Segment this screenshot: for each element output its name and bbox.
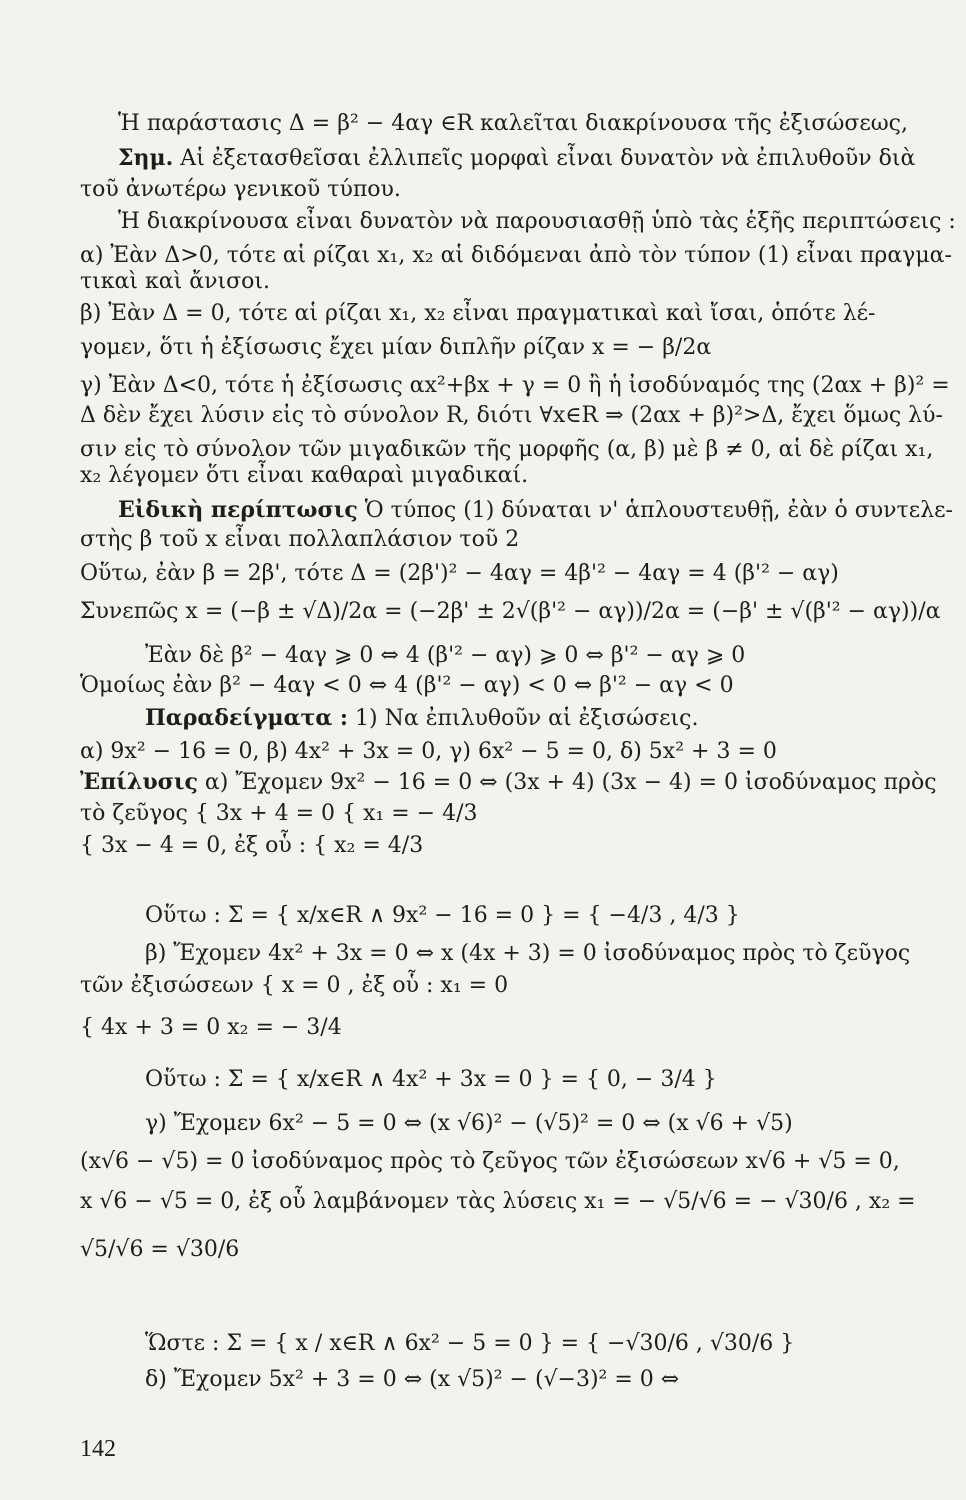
text-line	[80, 300, 940, 328]
line-text: { 4x + 3 = 0 x₂ = − 3/4	[80, 1015, 342, 1040]
line-text: √5/√6 = √30/6	[80, 1237, 240, 1262]
line-text: δ) Ἔχομεν 5x² + 3 = 0 ⇔ (x √5)² − (√−3)² = 0 ⇔	[145, 1367, 680, 1392]
text-line	[145, 902, 966, 930]
bold-label: Σημ.	[118, 145, 174, 171]
text-line	[80, 436, 940, 464]
line-text: τὸ ζεῦγος { 3x + 4 = 0 { x₁ = − 4/3	[80, 801, 478, 826]
bold-label: Εἰδικὴ περίπτωσις	[118, 497, 358, 523]
text-line	[80, 768, 940, 797]
line-text: γ) Ἐὰν Δ<0, τότε ἡ ἐξίσωσις αx²+βx + γ = 0 ἢ ἡ ἰσοδύναμός της (2αx + β)² =	[80, 373, 950, 398]
text-line	[80, 372, 950, 400]
line-text: σιν εἰς τὸ σύνολον τῶν μιγαδικῶν τῆς μορφῆς (α, β) μὲ β ≠ 0, αἱ δὲ ρίζαι x₁,	[80, 437, 934, 462]
text-line	[118, 144, 966, 173]
line-text: x₂ λέγομεν ὅτι εἶναι καθαραὶ μιγαδικαί.	[80, 463, 529, 488]
line-text: α) 9x² − 16 = 0, β) 4x² + 3x = 0, γ) 6x² − 5 = 0, δ) 5x² + 3 = 0	[80, 739, 777, 764]
text-line	[145, 1366, 966, 1394]
line-text: τῶν ἐξισώσεων { x = 0 , ἐξ οὗ : x₁ = 0	[80, 973, 509, 998]
text-line	[145, 642, 966, 670]
text-line	[118, 110, 966, 138]
text-line	[145, 704, 966, 733]
line-text: (x√6 − √5) = 0 ἰσοδύναμος πρὸς τὸ ζεῦγος τῶν ἐξισώσεων x√6 + √5 = 0,	[80, 1149, 900, 1174]
text-line	[145, 1330, 966, 1358]
line-text: Ἡ παράστασις Δ = β² − 4αγ ∈R καλεῖται διακρίνουσα τῆς ἐξισώσεως,	[118, 111, 908, 136]
line-text: Δ δὲν ἔχει λύσιν εἰς τὸ σύνολον R, διότι ∀x∈R ⇒ (2αx + β)²>Δ, ἔχει ὅμως λύ-	[80, 403, 943, 428]
line-text: Οὕτω, ἐὰν β = 2β', τότε Δ = (2β')² − 4αγ = 4β'² − 4αγ = 4 (β'² − αγ)	[80, 561, 839, 586]
text-line	[80, 402, 943, 430]
line-text: Οὕτω : Σ = { x/x∈R ∧ 9x² − 16 = 0 } = { −4/3 , 4/3 }	[145, 903, 740, 928]
line-text: στὴς β τοῦ x εἶναι πολλαπλάσιον τοῦ 2	[80, 527, 520, 552]
text-line	[145, 1066, 966, 1094]
line-text: τοῦ ἀνωτέρω γενικοῦ τύπου.	[80, 177, 401, 202]
line-text: β) Ἔχομεν 4x² + 3x = 0 ⇔ x (4x + 3) = 0 ἰσοδύναμος πρὸς τὸ ζεῦγος	[145, 941, 911, 966]
line-text: τικαὶ καὶ ἄνισοι.	[80, 269, 270, 294]
text-line	[80, 1148, 940, 1176]
text-line	[80, 242, 952, 270]
text-line	[80, 462, 940, 490]
text-line	[80, 598, 940, 626]
line-text: { 3x − 4 = 0, ἐξ οὗ : { x₂ = 4/3	[80, 833, 424, 858]
text-line	[145, 940, 966, 968]
text-line	[80, 672, 940, 700]
text-line	[145, 1110, 966, 1138]
line-text: Συνεπῶς x = (−β ± √Δ)/2α = (−2β' ± 2√(β'² − αγ))/2α = (−β' ± √(β'² − αγ))/α	[80, 599, 941, 624]
line-text: 1) Να ἐπιλυθοῦν αἱ ἐξισώσεις.	[348, 706, 699, 731]
text-line	[118, 496, 966, 525]
page-number: 142	[80, 1436, 116, 1462]
text-line	[80, 1188, 940, 1216]
line-text: Αἱ ἐξετασθεῖσαι ἐλλιπεῖς μορφαὶ εἶναι δυνατὸν νὰ ἐπιλυθοῦν διὰ	[173, 146, 916, 171]
bold-label: Ἐπίλυσις	[80, 769, 198, 795]
text-line	[80, 526, 940, 554]
text-line	[80, 1236, 940, 1264]
line-text: γομεν, ὅτι ἡ ἐξίσωσις ἔχει μίαν διπλῆν ρίζαν x = − β/2α	[80, 335, 712, 360]
text-line	[80, 268, 940, 296]
line-text: Ὁ τύπος (1) δύναται ν' ἁπλουστευθῇ, ἐὰν ὁ συντελε-	[357, 498, 953, 523]
text-line	[80, 1014, 940, 1042]
text-line	[80, 800, 940, 828]
line-text: γ) Ἔχομεν 6x² − 5 = 0 ⇔ (x √6)² − (√5)² = 0 ⇔ (x √6 + √5)	[145, 1111, 793, 1136]
bold-label: Παραδείγματα :	[145, 705, 349, 731]
line-text: α) Ἔχομεν 9x² − 16 = 0 ⇔ (3x + 4) (3x − 4) = 0 ἰσοδύναμος πρὸς	[197, 770, 937, 795]
line-text: Ἡ διακρίνουσα εἶναι δυνατὸν νὰ παρουσιασθῇ ὑπὸ τὰς ἑξῆς περιπτώσεις :	[118, 209, 956, 234]
text-line	[80, 176, 940, 204]
line-text: x √6 − √5 = 0, ἐξ οὗ λαμβάνομεν τὰς λύσεις x₁ = − √5/√6 = − √30/6 , x₂ =	[80, 1189, 916, 1214]
line-text: Ὥστε : Σ = { x / x∈R ∧ 6x² − 5 = 0 } = { −√30/6 , √30/6 }	[145, 1331, 795, 1356]
text-line	[80, 334, 940, 362]
line-text: Οὕτω : Σ = { x/x∈R ∧ 4x² + 3x = 0 } = { 0, − 3/4 }	[145, 1067, 717, 1092]
text-line	[80, 738, 940, 766]
text-line	[80, 972, 940, 1000]
text-line	[80, 560, 940, 588]
line-text: Ἐὰν δὲ β² − 4αγ ⩾ 0 ⇔ 4 (β'² − αγ) ⩾ 0 ⇔ β'² − αγ ⩾ 0	[145, 643, 746, 668]
text-line	[80, 832, 940, 860]
line-text: α) Ἐὰν Δ>0, τότε αἱ ρίζαι x₁, x₂ αἱ διδόμεναι ἀπὸ τὸν τύπον (1) εἶναι πραγμα-	[80, 243, 952, 268]
line-text: β) Ἐὰν Δ = 0, τότε αἱ ρίζαι x₁, x₂ εἶναι πραγματικαὶ καὶ ἴσαι, ὁπότε λέ-	[80, 301, 876, 326]
line-text: Ὁμοίως ἐὰν β² − 4αγ < 0 ⇔ 4 (β'² − αγ) < 0 ⇔ β'² − αγ < 0	[80, 673, 734, 698]
text-line	[118, 208, 966, 236]
